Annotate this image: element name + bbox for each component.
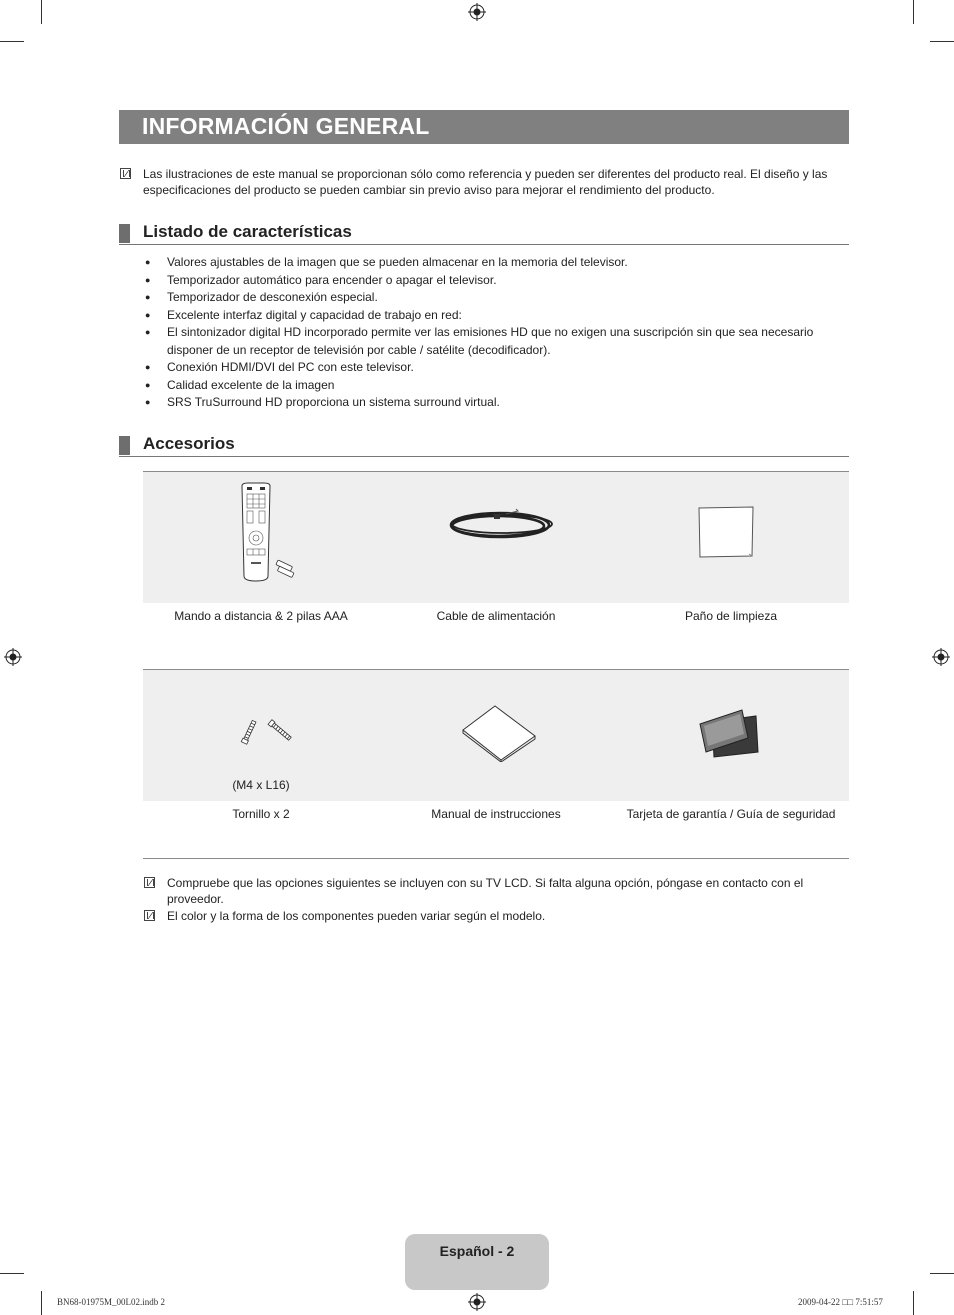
manual-icon	[461, 704, 537, 762]
crop-mark	[930, 41, 954, 42]
warranty-card-icon	[698, 708, 760, 758]
registration-mark-icon	[468, 1293, 486, 1311]
note-icon	[144, 877, 155, 888]
accessory-label: Tarjeta de garantía / Guía de seguridad	[626, 807, 836, 821]
list-item: ● Calidad excelente de la imagen	[143, 377, 843, 395]
divider	[143, 858, 849, 859]
section-marker	[119, 436, 130, 455]
note-icon	[144, 910, 155, 921]
page-title-bar	[119, 110, 849, 144]
features-heading: Listado de características	[143, 222, 352, 241]
list-item: ● Conexión HDMI/DVI del PC con este televisor.	[143, 359, 843, 377]
list-item: ● Valores ajustables de la imagen que se pueden almacenar en la memoria del televisor.	[143, 254, 843, 272]
crop-mark	[41, 1291, 42, 1315]
remote-control-icon	[236, 482, 300, 582]
registration-mark-icon	[4, 648, 22, 666]
accessory-label: Mando a distancia & 2 pilas AAA	[174, 609, 348, 623]
crop-mark	[0, 41, 24, 42]
crop-mark	[913, 1291, 914, 1315]
page-number-tab	[405, 1234, 549, 1290]
features-section-heading	[119, 222, 849, 245]
date-slug: 2009-04-22 □□ 7:51:57	[798, 1297, 883, 1307]
crop-mark	[41, 0, 42, 24]
intro-note: Las ilustraciones de este manual se proporcionan sólo como referencia y pueden ser diferentes del producto real. El diseño y las especificaciones del producto se pueden cambiar sin previo aviso para mejorar el rendimiento del producto.	[143, 167, 828, 197]
accessory-label: Cable de alimentación	[436, 609, 556, 623]
crop-mark	[0, 1273, 24, 1274]
list-item: ● El sintonizador digital HD incorporado permite ver las emisiones HD que no exigen una suscripción sin que sea necesario disponer de un receptor de televisión por cable / satélite (decodificador).	[143, 324, 843, 359]
accessories-heading: Accesorios	[143, 434, 235, 453]
accessories-note: El color y la forma de los componentes pueden variar según el modelo.	[167, 909, 546, 923]
registration-mark-icon	[932, 648, 950, 666]
file-slug: BN68-01975M_00L02.indb 2	[57, 1297, 165, 1307]
registration-mark-icon	[468, 3, 486, 21]
accessory-label: Paño de limpieza	[684, 609, 778, 623]
list-item: ● Excelente interfaz digital y capacidad de trabajo en red:	[143, 307, 843, 325]
power-cable-icon	[446, 506, 554, 546]
crop-mark	[930, 1273, 954, 1274]
note-icon	[120, 168, 131, 179]
list-item: ● Temporizador automático para encender o apagar el televisor.	[143, 272, 843, 290]
accessories-note: Compruebe que las opciones siguientes se incluyen con su TV LCD. Si falta alguna opción, póngase en contacto con el proveedor.	[167, 876, 804, 906]
crop-mark	[913, 0, 914, 24]
accessory-label: Tornillo x 2	[232, 807, 290, 821]
list-item: ● Temporizador de desconexión especial.	[143, 289, 843, 307]
accessory-label: Manual de instrucciones	[431, 807, 561, 821]
section-marker	[119, 224, 130, 243]
list-item: ● SRS TruSurround HD proporciona un sistema surround virtual.	[143, 394, 843, 412]
screws-icon	[240, 713, 294, 749]
cleaning-cloth-icon	[697, 505, 755, 559]
screw-size-label: (M4 x L16)	[232, 778, 290, 792]
page-number: Español - 2	[439, 1243, 515, 1259]
features-list	[143, 254, 843, 412]
accessories-section-heading	[119, 434, 849, 457]
page-title: INFORMACIÓN GENERAL	[142, 113, 430, 139]
